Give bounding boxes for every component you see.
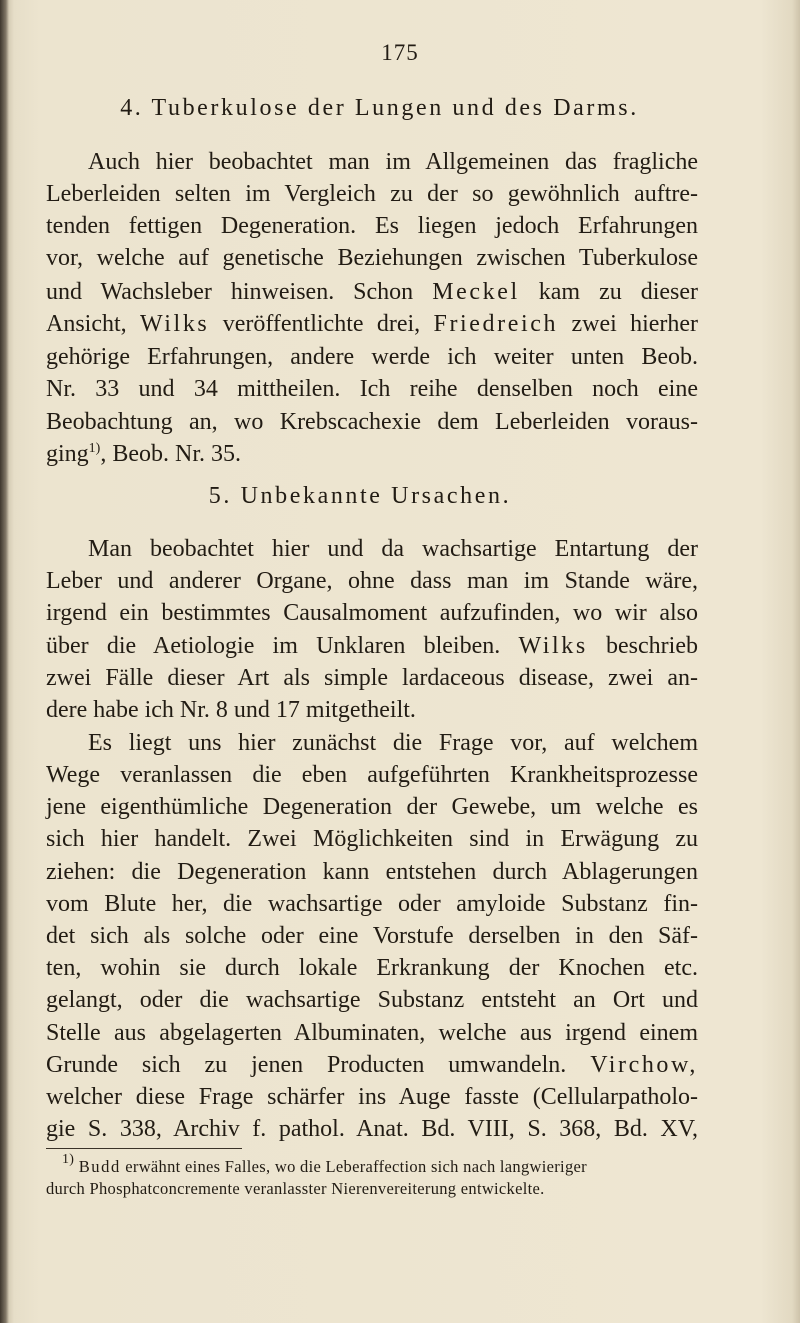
text-span: , Beob. Nr. 35. — [100, 441, 242, 467]
text-span: veröffentlichte drei, — [222, 311, 421, 337]
footnote-marker: 1) — [62, 1152, 75, 1167]
author-name: Meckel — [432, 279, 520, 305]
text-line: ten, wohin sie durch lokale Erkrankung der Knochen etc. — [46, 955, 698, 981]
text-line: vor, welche auf genetische Beziehungen zwischen Tuberkulose — [46, 245, 698, 271]
text-span: ging — [46, 441, 89, 467]
text-line: Es liegt uns hier zunächst die Frage vor, auf welchem — [88, 730, 698, 756]
footnote-reference: 1) — [88, 441, 101, 456]
author-name: Virchow, — [590, 1052, 699, 1078]
text-span: Grunde sich zu jenen Producten umwandeln. — [46, 1052, 567, 1078]
text-span: über die Aetiologie im Unklaren bleiben. — [46, 633, 501, 659]
text-line: det sich als solche oder eine Vorstufe derselben in den Säf- — [46, 923, 698, 949]
text-line: gelangt, oder die wachsartige Substanz entsteht an Ort und — [46, 987, 698, 1013]
text-line: Nr. 33 und 34 mittheilen. Ich reihe denselben noch eine — [46, 376, 698, 402]
section-heading-5: 5. Unbekannte Ursachen. — [208, 483, 512, 509]
text-line: ziehen: die Degeneration kann entstehen durch Ablagerungen — [46, 859, 698, 885]
text-line: Stelle aus abgelagerten Albuminaten, welche aus irgend einem — [46, 1020, 698, 1046]
text-line: zwei Fälle dieser Art als simple lardaceous disease, zwei an- — [46, 665, 698, 691]
text-line: Leberleiden selten im Vergleich zu der so gewöhnlich auftre- — [46, 181, 698, 207]
text-line: Wege veranlassen die eben aufgeführten Krankheitsprozesse — [46, 762, 698, 788]
author-name: Wilks — [518, 633, 588, 659]
text-line: sich hier handelt. Zwei Möglichkeiten sind in Erwägung zu — [46, 826, 698, 852]
text-line: Leber und anderer Organe, ohne dass man im Stande wäre, — [46, 568, 698, 594]
text-line — [46, 438, 698, 470]
text-line: irgend ein bestimmtes Causalmoment aufzufinden, wo wir also — [46, 600, 698, 626]
text-line: gie S. 338, Archiv f. pathol. Anat. Bd. VIII, S. 368, Bd. XV, — [46, 1116, 698, 1142]
text-line: Man beobachtet hier und da wachsartige Entartung der — [88, 536, 698, 562]
text-line — [46, 276, 698, 308]
text-line — [46, 308, 698, 340]
text-line: gehörige Erfahrungen, andere werde ich weiter unten Beob. — [46, 344, 698, 370]
text-span: beschrieb — [606, 633, 698, 659]
text-span: und Wachsleber hinweisen. Schon — [46, 279, 414, 305]
text-span: Ansicht, — [46, 311, 127, 337]
text-line: Auch hier beobachtet man im Allgemeinen das fragliche — [88, 149, 698, 175]
author-name: Wilks — [140, 311, 210, 337]
text-line — [46, 630, 698, 662]
author-name: Budd — [78, 1157, 121, 1176]
footnote-line: durch Phosphatconcremente veranlasster Nierenvereiterung entwickelte. — [46, 1179, 545, 1198]
text-line: jene eigenthümliche Degeneration der Gewebe, um welche es — [46, 794, 698, 820]
text-line — [46, 1049, 698, 1081]
text-span: zwei hierher — [571, 311, 699, 337]
page-number: 175 — [381, 40, 419, 65]
binding-shadow — [0, 0, 9, 1323]
text-line: tenden fettigen Degeneration. Es liegen jedoch Erfahrungen — [46, 213, 698, 239]
text-line: welcher diese Frage schärfer ins Auge fasste (Cellularpatholo- — [46, 1084, 698, 1110]
text-line: Beobachtung an, wo Krebscachexie dem Leberleiden voraus- — [46, 409, 698, 435]
footnote-divider — [46, 1148, 242, 1149]
text-span: kam zu dieser — [538, 279, 699, 305]
section-heading-4: 4. Tuberkulose der Lungen und des Darms. — [120, 95, 639, 121]
text-span: erwähnt eines Falles, wo die Leberaffection sich nach langwieriger — [125, 1157, 587, 1176]
text-line: dere habe ich Nr. 8 und 17 mitgetheilt. — [46, 697, 416, 723]
text-line: vom Blute her, die wachsartige oder amyloide Substanz fin- — [46, 891, 698, 917]
author-name: Friedreich — [433, 311, 559, 337]
footnote-line — [62, 1152, 698, 1178]
